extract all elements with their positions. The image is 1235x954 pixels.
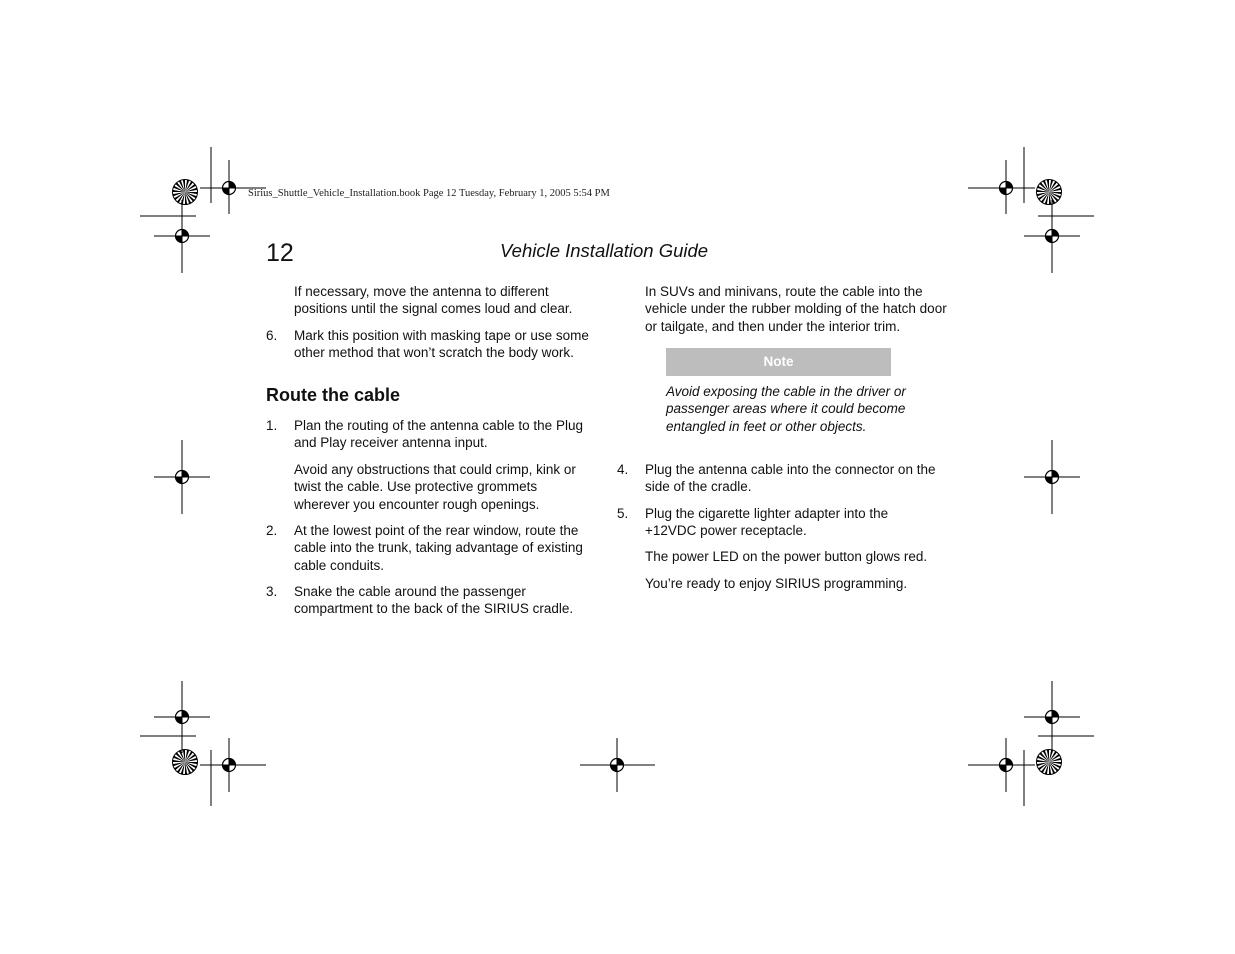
step-number: 5. — [617, 506, 629, 521]
crosshair-target-icon — [1046, 711, 1059, 724]
step-text: Plug the cigarette lighter adapter into the +12VDC power receptacle. — [645, 506, 889, 539]
crosshair-target-icon — [223, 759, 236, 772]
star-target-icon — [173, 180, 198, 205]
crosshair-target-icon — [176, 711, 189, 724]
crosshair-target-icon — [176, 230, 189, 243]
step-text: At the lowest point of the rear window, route the cable into the trunk, taking advantage of existing cable conduits. — [294, 523, 583, 573]
running-title: Vehicle Installation Guide — [500, 240, 709, 261]
led-paragraph: The power LED on the power button glows red. — [645, 549, 928, 564]
step-number: 1. — [266, 418, 278, 433]
step-number: 4. — [617, 462, 629, 477]
step-1-note: Avoid any obstructions that could crimp, kink or twist the cable. Use protective grommets wherever you encounter rough openings. — [294, 462, 576, 512]
crosshair-target-icon — [611, 759, 624, 772]
star-target-icon — [173, 750, 198, 775]
intro-paragraph: If necessary, move the antenna to different positions until the signal comes loud and clear. — [294, 284, 573, 317]
step-number: 6. — [266, 328, 278, 343]
step-text: Plug the antenna cable into the connector on the side of the cradle. — [645, 462, 936, 495]
crosshair-target-icon — [176, 471, 189, 484]
crosshair-target-icon — [223, 182, 236, 195]
crosshair-target-icon — [1046, 230, 1059, 243]
star-target-icon — [1037, 180, 1062, 205]
crosshair-target-icon — [1046, 471, 1059, 484]
page-number: 12 — [266, 239, 294, 267]
crosshair-target-icon — [1000, 182, 1013, 195]
step-text: Snake the cable around the passenger compartment to the back of the SIRIUS cradle. — [294, 584, 574, 617]
step-text: Plan the routing of the antenna cable to the Plug and Play receiver antenna input. — [294, 418, 583, 451]
note-label: Note — [666, 348, 891, 376]
ready-paragraph: You’re ready to enjoy SIRIUS programming. — [645, 576, 908, 591]
step-number: 3. — [266, 584, 278, 599]
print-slug: Sirius_Shuttle_Vehicle_Installation.book Page 12 Tuesday, February 1, 2005 5:54 PM — [248, 188, 610, 199]
section-heading: Route the cable — [266, 385, 401, 405]
step-number: 2. — [266, 523, 278, 538]
note-text: Avoid exposing the cable in the driver or passenger areas where it could become entangled in feet or other objects. — [666, 384, 906, 434]
step-text: Mark this position with masking tape or use some other method that won’t scratch the body work. — [294, 328, 589, 361]
suv-paragraph: In SUVs and minivans, route the cable into the vehicle under the rubber molding of the hatch door or tailgate, and then under the interior trim. — [645, 284, 947, 334]
star-target-icon — [1037, 750, 1062, 775]
crosshair-target-icon — [1000, 759, 1013, 772]
